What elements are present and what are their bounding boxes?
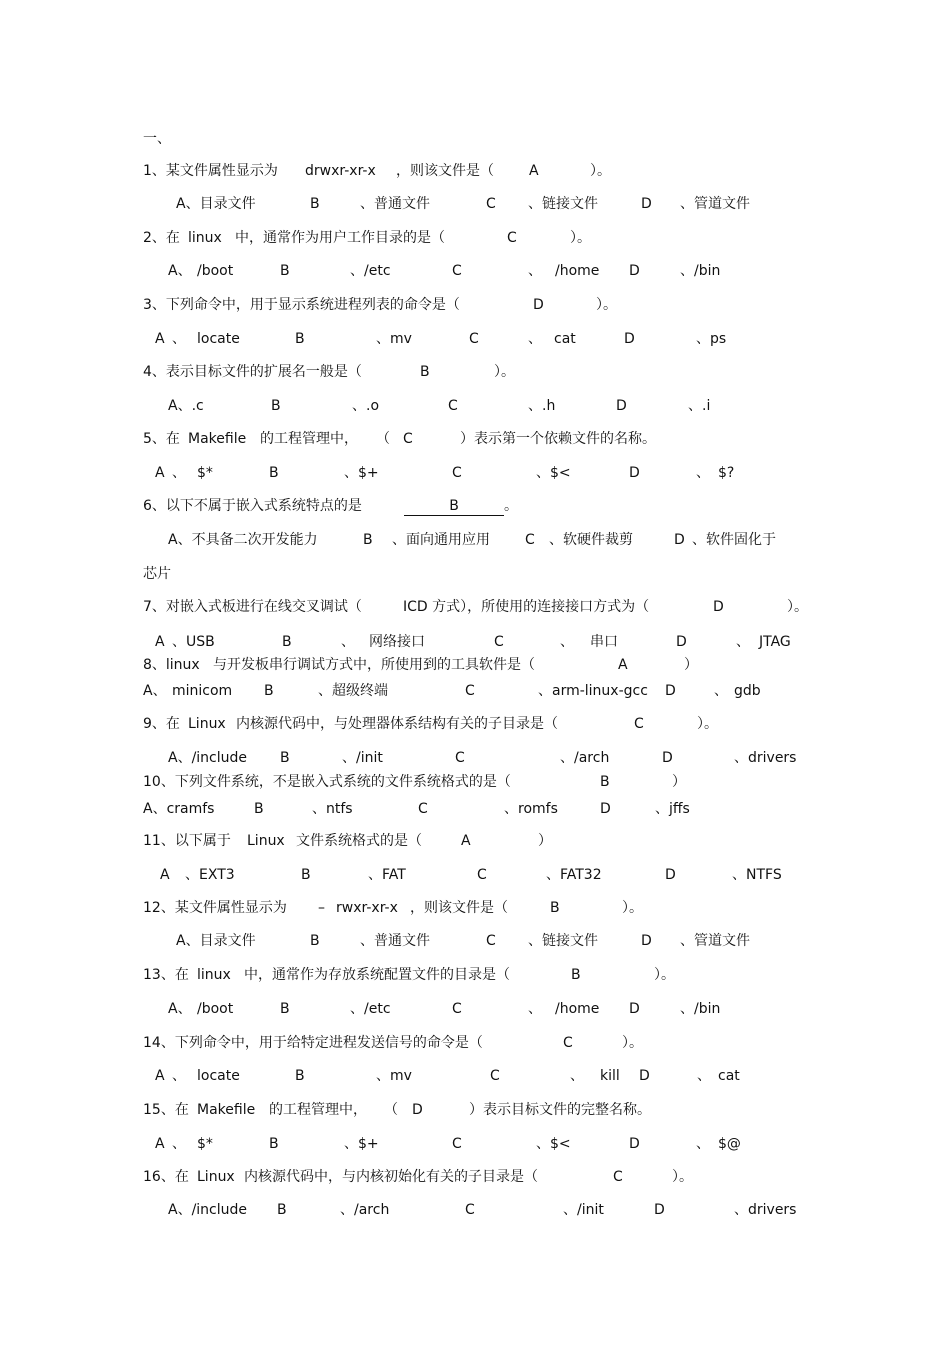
option-text: B xyxy=(363,532,373,548)
option-text: 、链接文件 xyxy=(528,933,598,949)
option-text: 、.h xyxy=(528,398,556,414)
question-stem-part: ）。 xyxy=(570,230,591,246)
question-stem-part: ）。 xyxy=(494,364,515,380)
question-stem-part: ）。 xyxy=(672,1169,693,1185)
option-text: 、/etc xyxy=(350,263,391,279)
question-stem-part: 。 xyxy=(504,498,518,514)
option-text: C xyxy=(452,1001,462,1017)
option-text: 、jffs xyxy=(655,801,690,817)
question-stem-part: ）。 xyxy=(590,163,611,179)
question-stem-part: 9、在 xyxy=(143,716,180,732)
option-text: minicom xyxy=(172,683,233,699)
option-text: C xyxy=(469,331,479,347)
option-text: B xyxy=(269,465,279,481)
option-text: $* xyxy=(197,1136,213,1152)
option-text: D xyxy=(616,398,627,414)
option-text: 、drivers xyxy=(734,1202,797,1218)
question-stem-part: 文件系统格式的是（ xyxy=(296,833,422,849)
answer-letter: D xyxy=(713,599,724,615)
option-text: /home xyxy=(555,1001,600,1017)
option-text: 、USB xyxy=(172,634,215,650)
option-text: D xyxy=(674,532,685,548)
option-text: A xyxy=(155,634,165,650)
option-text: D xyxy=(629,263,640,279)
option-text: 、超级终端 xyxy=(318,683,388,699)
answer-letter: D xyxy=(412,1102,423,1118)
option-text: 、/init xyxy=(563,1202,604,1218)
option-text: D xyxy=(641,933,652,949)
option-text: B xyxy=(271,398,281,414)
question-stem-part: 1、某文件属性显示为 xyxy=(143,163,278,179)
question-stem-part: 13、在 xyxy=(143,967,189,983)
option-text: 串口 xyxy=(590,634,618,650)
question-stem-part: ）。 xyxy=(787,599,808,615)
option-text: D xyxy=(665,867,676,883)
answer-letter: B xyxy=(550,900,560,916)
answer-letter: C xyxy=(507,230,517,246)
answer-letter: B xyxy=(420,364,430,380)
question-stem-part: 2、在 xyxy=(143,230,180,246)
option-text: C xyxy=(455,750,465,766)
option-text: 、 xyxy=(341,634,355,650)
option-text: C xyxy=(465,1202,475,1218)
option-text: 、软件固化于 xyxy=(692,532,776,548)
question-stem-part: ） xyxy=(538,833,552,849)
option-text: 、NTFS xyxy=(732,867,782,883)
answer-letter xyxy=(404,497,504,516)
option-text: 、管道文件 xyxy=(680,933,750,949)
question-stem-part: 14、下列命令中，用于给特定进程发送信号的命令是（ xyxy=(143,1035,483,1051)
question-stem-part: ）。 xyxy=(654,967,675,983)
question-stem-part: Linux xyxy=(197,1169,235,1185)
question-stem-part: Makefile xyxy=(188,431,247,447)
question-stem-part: 4、表示目标文件的扩展名一般是（ xyxy=(143,364,362,380)
answer-letter: D xyxy=(533,297,544,313)
option-text: A、不具备二次开发能力 xyxy=(168,532,318,548)
option-text: 、$+ xyxy=(344,1136,379,1152)
option-text: B xyxy=(254,801,264,817)
option-text: 、/arch xyxy=(560,750,610,766)
option-text: 、/etc xyxy=(350,1001,391,1017)
question-stem-part: ）。 xyxy=(622,1035,643,1051)
option-text: 、管道文件 xyxy=(680,196,750,212)
option-text: 、mv xyxy=(376,1068,412,1084)
option-text: C xyxy=(525,532,535,548)
option-text: 、.i xyxy=(688,398,711,414)
question-stem-part: 11、以下属于 xyxy=(143,833,231,849)
option-text: B xyxy=(295,1068,305,1084)
option-text: D xyxy=(639,1068,650,1084)
option-text: D xyxy=(629,465,640,481)
question-stem-part: 15、在 xyxy=(143,1102,189,1118)
question-stem-part: – xyxy=(318,900,325,916)
option-text: C xyxy=(494,634,504,650)
option-text: 、 xyxy=(697,1068,711,1084)
question-stem-part: 的工程管理中， xyxy=(260,431,358,447)
question-stem-part: Makefile xyxy=(197,1102,256,1118)
question-stem-part: 10、下列文件系统，不是嵌入式系统的文件系统格式的是（ xyxy=(143,774,511,790)
question-stem-part: Linux xyxy=(247,833,285,849)
option-text: 、FAT32 xyxy=(546,867,602,883)
option-text: 、/bin xyxy=(680,1001,721,1017)
option-text: 网络接口 xyxy=(369,634,425,650)
answer-letter: C xyxy=(613,1169,623,1185)
question-stem-part: 5、在 xyxy=(143,431,180,447)
option-text: 、 xyxy=(696,465,710,481)
option-text: C xyxy=(490,1068,500,1084)
question-stem-part: ） xyxy=(684,657,698,673)
option-text: A、 xyxy=(168,1001,192,1017)
option-text: 、/init xyxy=(342,750,383,766)
answer-underline: B xyxy=(404,497,504,516)
option-text: 、软硬件裁剪 xyxy=(549,532,633,548)
option-text: D xyxy=(662,750,673,766)
question-stem-part: Linux xyxy=(188,716,226,732)
option-text: /home xyxy=(555,263,600,279)
option-text: B xyxy=(280,1001,290,1017)
question-stem-part: ，则该文件是（ xyxy=(396,163,494,179)
option-text: A、/include xyxy=(168,1202,248,1218)
option-text: $? xyxy=(718,465,735,481)
option-text: A xyxy=(155,465,165,481)
option-text: D xyxy=(600,801,611,817)
question-stem-part: ）表示目标文件的完整名称。 xyxy=(469,1102,651,1118)
question-stem-part: ，则该文件是（ xyxy=(410,900,508,916)
option-text: 、/arch xyxy=(340,1202,390,1218)
option-text: A、.c xyxy=(168,398,204,414)
question-stem-part: 6、以下不属于嵌入式系统特点的是 xyxy=(143,498,362,514)
option-text: kill xyxy=(600,1068,620,1084)
option-text: 、普通文件 xyxy=(360,933,430,949)
option-text: 、EXT3 xyxy=(185,867,235,883)
options-continuation: 芯片 xyxy=(143,566,171,582)
question-stem-part: ） xyxy=(672,774,686,790)
option-text: A xyxy=(155,1136,165,1152)
option-text: A、 xyxy=(143,683,167,699)
question-stem-part: linux xyxy=(188,230,222,246)
question-stem-part: ICD 方式），所使用的连接接口方式为（ xyxy=(403,599,650,615)
question-stem-part: rwxr-xr-x xyxy=(336,900,398,916)
question-stem-part: 3、下列命令中，用于显示系统进程列表的命令是（ xyxy=(143,297,460,313)
option-text: C xyxy=(418,801,428,817)
question-stem-part: 中，通常作为存放系统配置文件的目录是（ xyxy=(244,967,510,983)
option-text: B xyxy=(264,683,274,699)
option-text: 、ps xyxy=(696,331,727,347)
option-text: C xyxy=(486,933,496,949)
option-text: 、mv xyxy=(376,331,412,347)
option-text: 、 xyxy=(736,634,750,650)
option-text: B xyxy=(310,196,320,212)
option-text: /boot xyxy=(197,263,234,279)
option-text: D xyxy=(624,331,635,347)
question-stem-part: ）。 xyxy=(697,716,718,732)
question-stem-part: drwxr-xr-x xyxy=(305,163,376,179)
option-text: 、普通文件 xyxy=(360,196,430,212)
answer-letter: B xyxy=(600,774,610,790)
option-text: 、drivers xyxy=(734,750,797,766)
answer-letter: B xyxy=(571,967,581,983)
option-text: C xyxy=(452,1136,462,1152)
option-text: 、 xyxy=(570,1068,584,1084)
question-stem-part: 的工程管理中， xyxy=(269,1102,367,1118)
option-text: 、$< xyxy=(536,465,571,481)
answer-letter: C xyxy=(403,431,413,447)
option-text: A xyxy=(155,331,165,347)
answer-letter: A xyxy=(529,163,539,179)
option-text: /boot xyxy=(197,1001,234,1017)
option-text: 、FAT xyxy=(368,867,406,883)
option-text: A xyxy=(160,867,170,883)
option-text: A、 xyxy=(168,263,192,279)
option-text: A、/include xyxy=(168,750,248,766)
option-text: 、 xyxy=(172,465,186,481)
question-stem-part: ）表示第一个依赖文件的名称。 xyxy=(460,431,656,447)
option-text: 、$+ xyxy=(344,465,379,481)
option-text: 、 xyxy=(528,331,542,347)
option-text: JTAG xyxy=(759,634,791,650)
question-stem-part: 内核源代码中，与内核初始化有关的子目录是（ xyxy=(244,1169,538,1185)
option-text: 、romfs xyxy=(504,801,558,817)
option-text: 、 xyxy=(172,1068,186,1084)
answer-letter: A xyxy=(461,833,471,849)
option-text: D xyxy=(629,1001,640,1017)
option-text: D xyxy=(629,1136,640,1152)
question-stem-part: 中，通常作为用户工作目录的是（ xyxy=(235,230,445,246)
option-text: C xyxy=(452,465,462,481)
option-text: B xyxy=(269,1136,279,1152)
answer-letter: C xyxy=(563,1035,573,1051)
option-text: 、 xyxy=(696,1136,710,1152)
option-text: B xyxy=(277,1202,287,1218)
option-text: A、目录文件 xyxy=(176,196,256,212)
option-text: C xyxy=(452,263,462,279)
option-text: B xyxy=(280,750,290,766)
option-text: cat xyxy=(554,331,576,347)
option-text: locate xyxy=(197,1068,240,1084)
question-stem-part: （ xyxy=(376,431,390,447)
option-text: B xyxy=(295,331,305,347)
option-text: 、.o xyxy=(352,398,380,414)
question-stem-part: 内核源代码中，与处理器体系结构有关的子目录是（ xyxy=(236,716,558,732)
option-text: C xyxy=(486,196,496,212)
option-text: 、$< xyxy=(536,1136,571,1152)
question-stem-part: ）。 xyxy=(596,297,617,313)
question-stem-part: 8、linux xyxy=(143,657,200,673)
option-text: 、ntfs xyxy=(312,801,353,817)
question-stem-part: 12、某文件属性显示为 xyxy=(143,900,287,916)
option-text: $* xyxy=(197,465,213,481)
question-stem-part: ）。 xyxy=(622,900,643,916)
option-text: 、 xyxy=(714,683,728,699)
option-text: locate xyxy=(197,331,240,347)
option-text: 、 xyxy=(172,1136,186,1152)
question-stem-part: （ xyxy=(384,1102,398,1118)
option-text: B xyxy=(280,263,290,279)
option-text: 、 xyxy=(528,1001,542,1017)
option-text: cat xyxy=(718,1068,740,1084)
option-text: A xyxy=(155,1068,165,1084)
option-text: 、 xyxy=(528,263,542,279)
answer-letter: C xyxy=(634,716,644,732)
option-text: gdb xyxy=(734,683,761,699)
option-text: 、链接文件 xyxy=(528,196,598,212)
answer-letter: A xyxy=(618,657,628,673)
option-text: A、cramfs xyxy=(143,801,215,817)
option-text: B xyxy=(301,867,311,883)
option-text: 、 xyxy=(560,634,574,650)
option-text: 、面向通用应用 xyxy=(392,532,490,548)
section-heading: 一、 xyxy=(143,131,171,147)
option-text: A、目录文件 xyxy=(176,933,256,949)
option-text: D xyxy=(641,196,652,212)
option-text: D xyxy=(665,683,676,699)
question-stem-part: linux xyxy=(197,967,231,983)
option-text: D xyxy=(654,1202,665,1218)
option-text: B xyxy=(310,933,320,949)
option-text: C xyxy=(448,398,458,414)
option-text: C xyxy=(477,867,487,883)
option-text: $@ xyxy=(718,1136,741,1152)
option-text: 、/bin xyxy=(680,263,721,279)
question-stem-part: 16、在 xyxy=(143,1169,189,1185)
question-stem-part: 7、对嵌入式板进行在线交叉调试（ xyxy=(143,599,362,615)
option-text: 、arm-linux-gcc xyxy=(538,683,648,699)
option-text: 、 xyxy=(172,331,186,347)
question-stem-part: 与开发板串行调试方式中，所使用到的工具软件是（ xyxy=(213,657,535,673)
option-text: D xyxy=(676,634,687,650)
option-text: B xyxy=(282,634,292,650)
option-text: C xyxy=(465,683,475,699)
